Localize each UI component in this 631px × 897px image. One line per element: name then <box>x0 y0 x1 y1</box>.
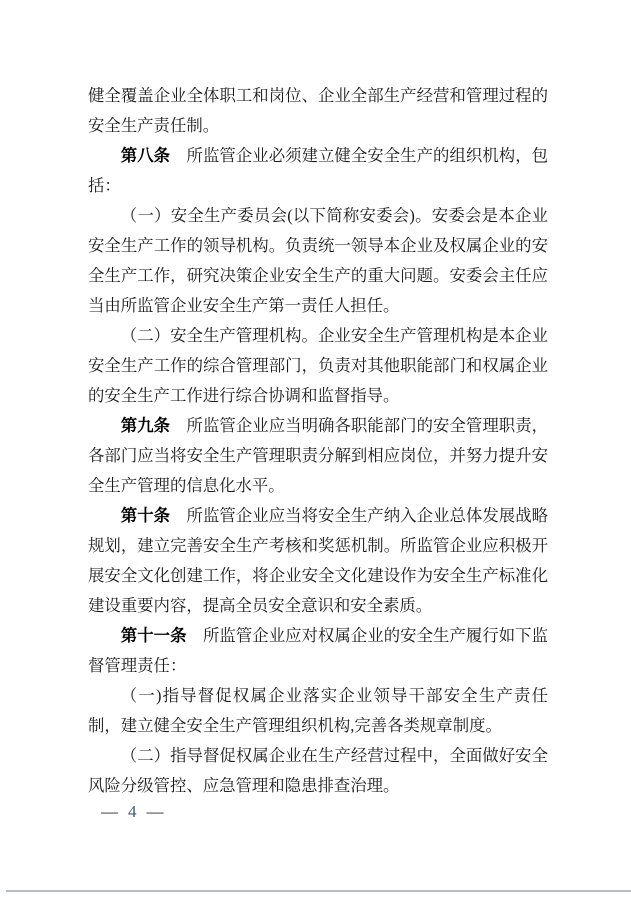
paragraph-text: （一）安全生产委员会(以下简称安委会)。安委会是本企业安全生产工作的领导机构。负责统一领导本企业及权属企业的安全生产工作，研究决策企业安全生产的重大问题。安委会主任应当由所监管企业安全生产第一责任人担任。 <box>88 206 548 315</box>
paragraph-text: 所监管企业应当将安全生产纳入企业总体发展战略规划，建立完善安全生产考核和奖惩机制。所监管企业应积极开展安全文化创建工作，将企业安全文化建设作为安全生产标准化建设重要内容，提高全员安全意识和安全素质。 <box>88 506 549 615</box>
page-number-value: 4 <box>128 802 138 821</box>
paragraph-item-1b <box>88 681 548 741</box>
article-number: 第十条 <box>120 507 171 525</box>
paragraph-article-9 <box>88 411 548 501</box>
page-number-dash-right: — <box>146 802 165 821</box>
paragraph-text: （二）安全生产管理机构。企业安全生产管理机构是本企业安全生产工作的综合管理部门，负责对其他职能部门和权属企业的安全生产工作进行综合协调和监督指导。 <box>88 326 548 405</box>
paragraph-text: 所监管企业应当明确各职能部门的安全管理职责，各部门应当将安全生产管理职责分解到相应岗位，并努力提升安全生产管理的信息化水平。 <box>88 416 549 495</box>
paragraph-article-10 <box>88 501 548 621</box>
page-number <box>101 799 165 825</box>
paragraph-item-1 <box>88 201 548 321</box>
paragraph-text: （二）指导督促权属企业在生产经营过程中，全面做好安全风险分级管控、应急管理和隐患排查治理。 <box>88 746 548 795</box>
paragraph-text: 所监管企业应对权属企业的安全生产履行如下监督管理责任： <box>88 626 549 675</box>
paragraph-item-2 <box>88 321 548 411</box>
article-number: 第十一条 <box>120 627 187 645</box>
paragraph-text: 健全覆盖企业全体职工和岗位、企业全部生产经营和管理过程的安全生产责任制。 <box>88 86 548 135</box>
paragraph-continuation <box>88 81 548 141</box>
article-number: 第八条 <box>120 147 171 165</box>
paragraph-text: 所监管企业必须建立健全安全生产的组织机构，包括： <box>88 146 549 195</box>
article-number: 第九条 <box>120 417 171 435</box>
paragraph-article-8 <box>88 141 548 201</box>
paragraph-article-11 <box>88 621 548 681</box>
paragraph-text: （一)指导督促权属企业落实企业领导干部安全生产责任制，建立健全安全生产管理组织机构,完善各类规章制度。 <box>88 686 548 735</box>
page-number-dash-left: — <box>101 802 119 821</box>
document-body <box>88 81 548 801</box>
paragraph-item-2b <box>88 741 548 801</box>
scan-edge-line <box>6 890 631 892</box>
